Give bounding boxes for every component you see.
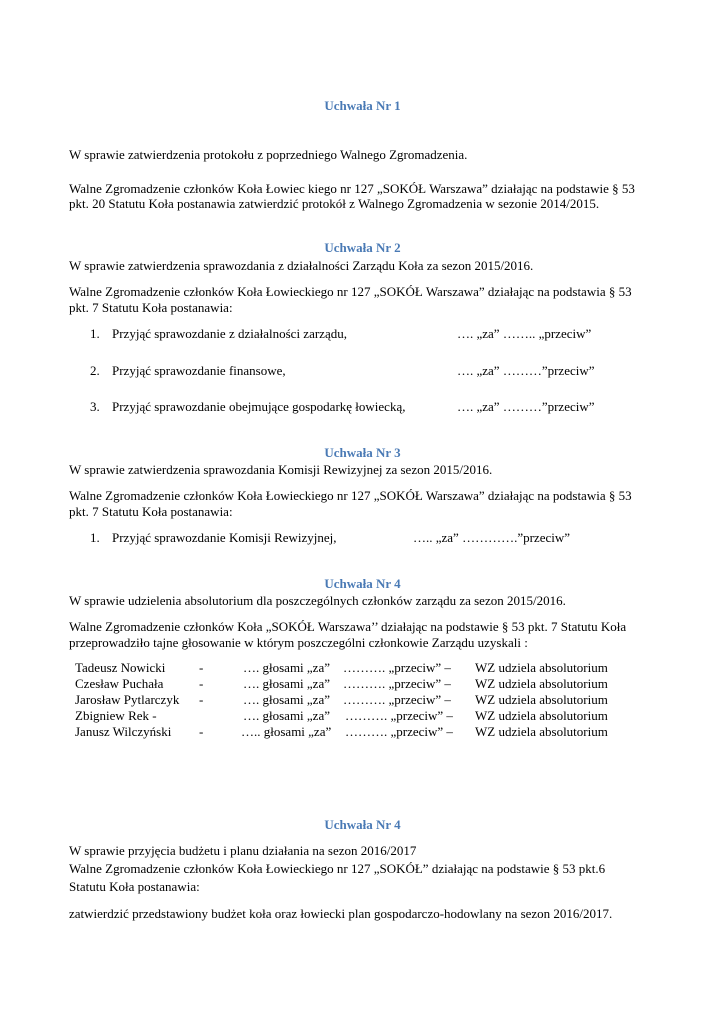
- votes-for: …. głosami „za”: [243, 660, 330, 675]
- member-dash: -: [199, 724, 204, 739]
- resolution-3-body-line-1: Walne Zgromadzenie członków Koła Łowieckiego nr 127 „SOKÓŁ Warszawa” działając na podstawia § 53: [69, 488, 632, 503]
- resolution-4-body-line-2: przeprowadziło tajne głosowanie w którym poszczególni członkowie Zarządu uzyskali :: [69, 635, 528, 650]
- item-vote: …. „za” ………”przeciw”: [457, 399, 595, 414]
- member-name: Jarosław Pytlarczyk: [75, 692, 180, 707]
- votes-for: …. głosami „za”: [243, 676, 330, 691]
- resolution-3-body-line-2: pkt. 7 Statutu Koła postanawia:: [69, 504, 233, 519]
- item-text: Przyjąć sprawozdanie obejmujące gospodarkę łowiecką,: [112, 399, 406, 414]
- item-vote: ….. „za” ………….”przeciw”: [413, 530, 571, 545]
- resolution-result: WZ udziela absolutorium: [475, 660, 608, 675]
- votes-for: …. głosami „za”: [243, 692, 330, 707]
- member-name: Zbigniew Rek -: [75, 708, 157, 723]
- votes-against: ………. „przeciw” –: [345, 708, 453, 723]
- resolution-1-body-line-2: pkt. 20 Statutu Koła postanawia zatwierdzić protokół z Walnego Zgromadzenia w sezonie 2014/2015.: [69, 196, 600, 211]
- item-number: 1.: [90, 530, 100, 545]
- item-vote: …. „za” ………”przeciw”: [457, 363, 595, 378]
- resolution-3-title: Uchwała Nr 3: [324, 445, 401, 460]
- board-member-row: [75, 707, 675, 724]
- resolution-3-subject: W sprawie zatwierdzenia sprawozdania Komisji Rewizyjnej za sezon 2015/2016.: [69, 462, 493, 477]
- votes-against: ………. „przeciw” –: [343, 660, 451, 675]
- resolution-2-title: Uchwała Nr 2: [324, 240, 401, 255]
- resolution-1-subject: W sprawie zatwierdzenia protokołu z poprzedniego Walnego Zgromadzenia.: [69, 147, 468, 162]
- votes-against: ………. „przeciw” –: [345, 724, 453, 739]
- item-number: 2.: [90, 363, 100, 378]
- resolution-4-subject: W sprawie udzielenia absolutorium dla poszczególnych członków zarządu za sezon 2015/2016.: [69, 593, 566, 608]
- item-vote: …. „za” …….. „przeciw”: [457, 326, 592, 341]
- resolution-result: WZ udziela absolutorium: [475, 724, 608, 739]
- resolution-5-subject: W sprawie przyjęcia budżetu i planu działania na sezon 2016/2017: [69, 843, 417, 858]
- resolution-4-body-line-1: Walne Zgromadzenie członków Koła „SOKÓŁ Warszawa’’ działając na podstawie § 53 pkt. 7 Statutu Koła: [69, 619, 627, 634]
- votes-against: ………. „przeciw” –: [343, 692, 451, 707]
- member-name: Janusz Wilczyński: [75, 724, 172, 739]
- resolution-1-title: Uchwała Nr 1: [324, 98, 401, 113]
- votes-against: ………. „przeciw” –: [343, 676, 451, 691]
- member-dash: -: [199, 676, 204, 691]
- resolution-1-body-line-1: Walne Zgromadzenie członków Koła Łowiec kiego nr 127 „SOKÓŁ Warszawa” działając na podstawie § 53: [69, 181, 635, 196]
- board-member-row: [75, 675, 675, 692]
- resolution-5-decision: zatwierdzić przedstawiony budżet koła oraz łowiecki plan gospodarczo-hodowlany na sezon 2016/2017.: [69, 906, 613, 921]
- resolution-5-title: Uchwała Nr 4: [324, 817, 401, 832]
- resolution-2-subject: W sprawie zatwierdzenia sprawozdania z działalności Zarządu Koła za sezon 2015/2016.: [69, 258, 534, 273]
- member-name: Czesław Puchała: [75, 676, 164, 691]
- item-number: 1.: [90, 326, 100, 341]
- resolution-4-title: Uchwała Nr 4: [324, 576, 401, 591]
- resolution-result: WZ udziela absolutorium: [475, 676, 608, 691]
- item-text: Przyjąć sprawozdanie z działalności zarządu,: [112, 326, 347, 341]
- resolution-2-body-line-1: Walne Zgromadzenie członków Koła Łowieckiego nr 127 „SOKÓŁ Warszawa” działając na podstawia § 53: [69, 284, 632, 299]
- resolution-result: WZ udziela absolutorium: [475, 692, 608, 707]
- member-name: Tadeusz Nowicki: [75, 660, 166, 675]
- resolution-5-body-line-1: Walne Zgromadzenie członków Koła Łowieckiego nr 127 „SOKÓŁ” działając na podstawie § 53 pkt.6: [69, 861, 606, 876]
- resolution-2-body-line-2: pkt. 7 Statutu Koła postanawia:: [69, 300, 233, 315]
- votes-for: ….. głosami „za”: [241, 724, 332, 739]
- votes-for: …. głosami „za”: [243, 708, 330, 723]
- board-member-row: [75, 659, 675, 676]
- resolution-5-body-line-2: Statutu Koła postanawia:: [69, 879, 200, 894]
- resolution-result: WZ udziela absolutorium: [475, 708, 608, 723]
- item-text: Przyjąć sprawozdanie Komisji Rewizyjnej,: [112, 530, 337, 545]
- board-member-row: [75, 723, 675, 740]
- item-number: 3.: [90, 399, 100, 414]
- board-member-row: [75, 691, 675, 708]
- member-dash: -: [199, 660, 204, 675]
- item-text: Przyjąć sprawozdanie finansowe,: [112, 363, 286, 378]
- member-dash: -: [199, 692, 204, 707]
